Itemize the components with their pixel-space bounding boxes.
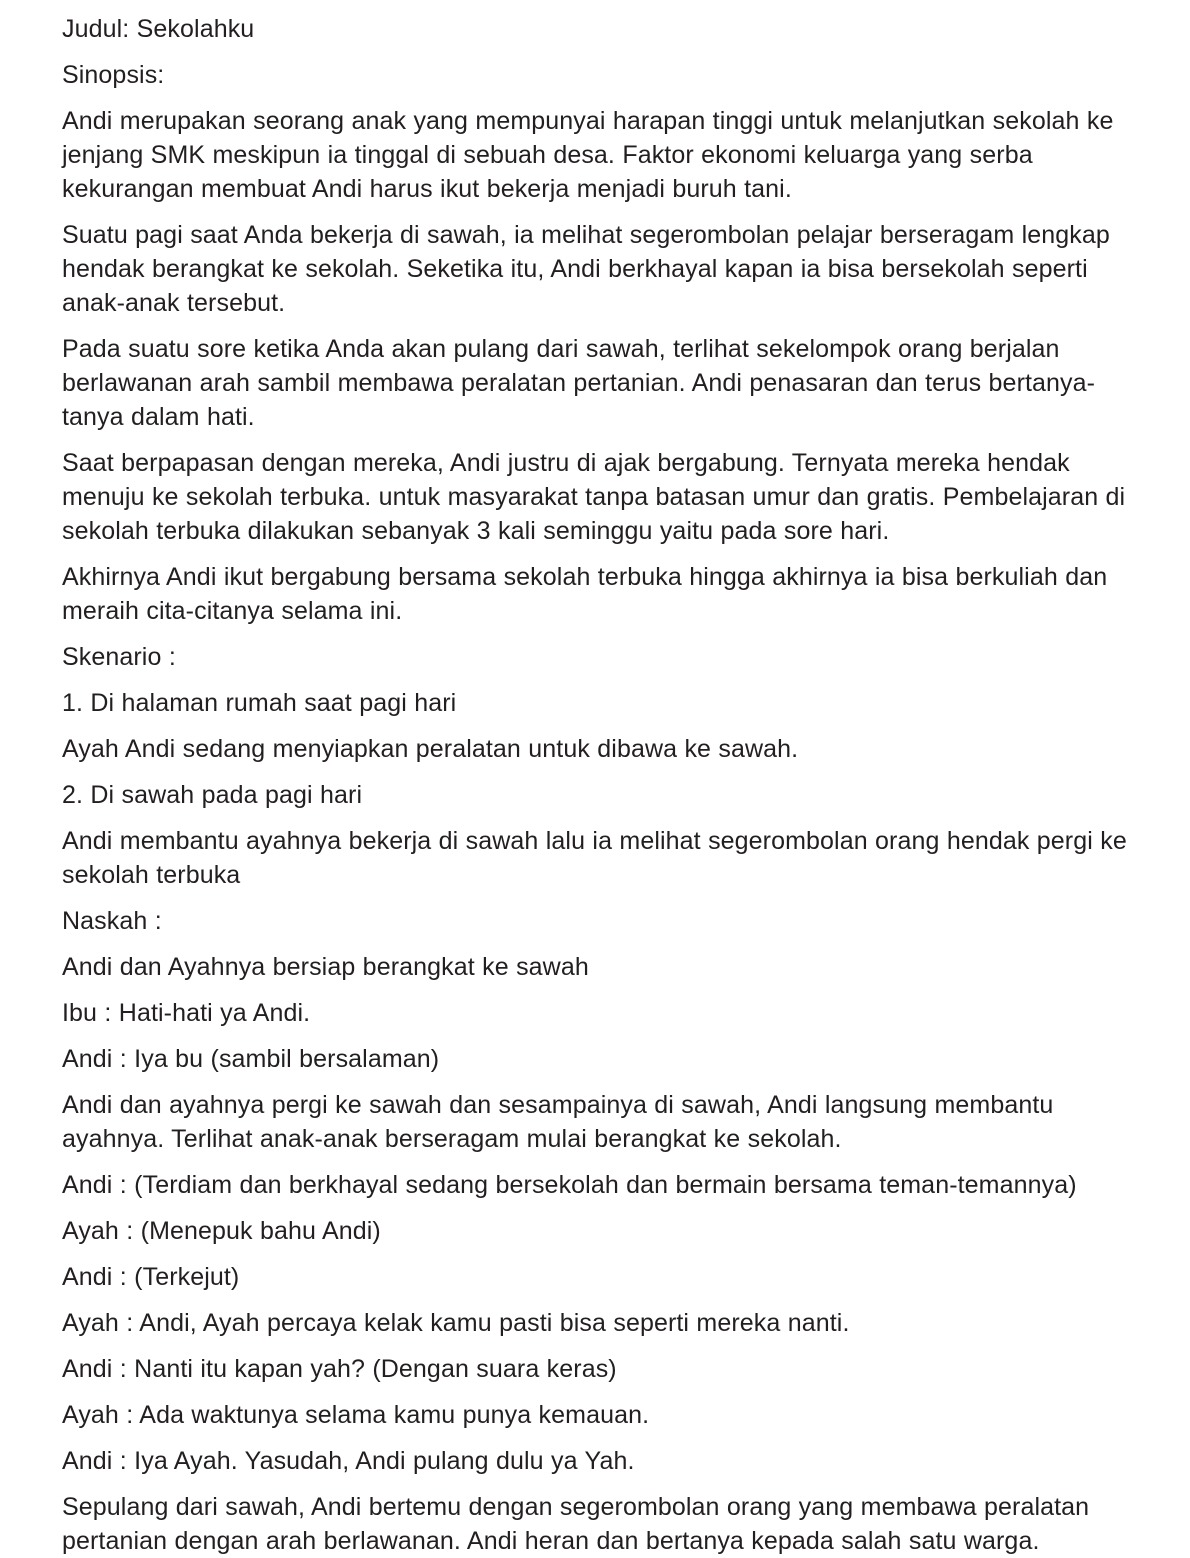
synopsis-label: Sinopsis:: [62, 61, 165, 89]
script-line-6: Ayah : (Menepuk bahu Andi): [62, 1217, 381, 1245]
scenario-item-1: 1. Di halaman rumah saat pagi hari: [62, 689, 457, 717]
scenario-item-2: 2. Di sawah pada pagi hari: [62, 781, 363, 809]
document-title-line: Judul: Sekolahku: [62, 15, 255, 43]
scenario-item-2-description: Andi membantu ayahnya bekerja di sawah lalu ia melihat segerombolan orang hendak pergi ke sekolah terbuka: [62, 827, 1127, 889]
synopsis-paragraph-3: Pada suatu sore ketika Anda akan pulang dari sawah, terlihat sekelompok orang berjalan berlawanan arah sambil membawa peralatan pertanian. Andi penasaran dan terus bertanya-tanya dalam hati.: [62, 335, 1096, 431]
script-line-12: Sepulang dari sawah, Andi bertemu dengan segerombolan orang yang membawa peralatan pertanian dengan arah berlawanan. Andi heran dan bertanya kepada salah satu warga.: [62, 1493, 1090, 1555]
scenario-label: Skenario :: [62, 643, 176, 671]
script-line-10: Ayah : Ada waktunya selama kamu punya kemauan.: [62, 1401, 650, 1429]
script-line-1: Andi dan Ayahnya bersiap berangkat ke sawah: [62, 953, 589, 981]
script-line-5: Andi : (Terdiam dan berkhayal sedang bersekolah dan bermain bersama teman-temannya): [62, 1171, 1077, 1199]
script-label: Naskah :: [62, 907, 162, 935]
script-line-11: Andi : Iya Ayah. Yasudah, Andi pulang dulu ya Yah.: [62, 1447, 635, 1475]
synopsis-paragraph-1: Andi merupakan seorang anak yang mempunyai harapan tinggi untuk melanjutkan sekolah ke jenjang SMK meskipun ia tinggal di sebuah desa. Faktor ekonomi keluarga yang serba kekurangan membuat Andi harus ikut bekerja menjadi buruh tani.: [62, 107, 1114, 203]
script-line-4: Andi dan ayahnya pergi ke sawah dan sesampainya di sawah, Andi langsung membantu ayahnya. Terlihat anak-anak berseragam mulai berangkat ke sekolah.: [62, 1091, 1054, 1153]
script-line-9: Andi : Nanti itu kapan yah? (Dengan suara keras): [62, 1355, 617, 1383]
document-body: [62, 12, 1140, 1558]
synopsis-paragraph-2: Suatu pagi saat Anda bekerja di sawah, ia melihat segerombolan pelajar berseragam lengkap hendak berangkat ke sekolah. Seketika itu, Andi berkhayal kapan ia bisa bersekolah seperti anak-anak tersebut.: [62, 221, 1110, 317]
script-line-8: Ayah : Andi, Ayah percaya kelak kamu pasti bisa seperti mereka nanti.: [62, 1309, 850, 1337]
script-line-2: Ibu : Hati-hati ya Andi.: [62, 999, 311, 1027]
synopsis-paragraph-5: Akhirnya Andi ikut bergabung bersama sekolah terbuka hingga akhirnya ia bisa berkuliah dan meraih cita-citanya selama ini.: [62, 563, 1108, 625]
scenario-item-1-description: Ayah Andi sedang menyiapkan peralatan untuk dibawa ke sawah.: [62, 735, 799, 763]
script-line-7: Andi : (Terkejut): [62, 1263, 240, 1291]
synopsis-paragraph-4: Saat berpapasan dengan mereka, Andi justru di ajak bergabung. Ternyata mereka hendak menuju ke sekolah terbuka. untuk masyarakat tanpa batasan umur dan gratis. Pembelajaran di sekolah terbuka dilakukan sebanyak 3 kali seminggu yaitu pada sore hari.: [62, 449, 1126, 545]
script-line-3: Andi : Iya bu (sambil bersalaman): [62, 1045, 440, 1073]
